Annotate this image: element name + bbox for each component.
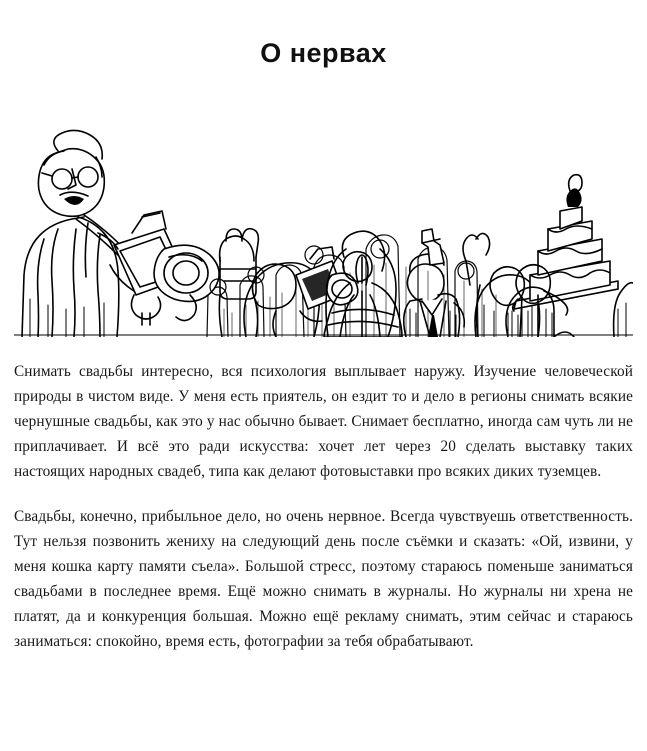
page-title: О нервах xyxy=(260,38,387,68)
paragraph-2: Свадьбы, конечно, прибыльное дело, но очень нервное. Всегда чувствуешь ответственность. Тут нельзя позвонить жениху на следующий день после съёмки и сказать: «Ой, извини, у меня кошка карту памяти съела». Большой стресс, поэтому стараюсь поменьше заниматься свадьбами в последнее время. Ещё можно снимать в журналы. Но журналы ни хрена не платят, да и конкуренция большая. Можно ещё рекламу снимать, этим сейчас и стараюсь заниматься: спокойно, время есть, фотографии за тебя обрабатывают. xyxy=(14,508,633,650)
paragraph-1: Снимать свадьбы интересно, вся психология выплывает наружу. Изучение человеческой природы в чистом виде. У меня есть приятель, он ездит то и дело в регионы снимать всякие чернушные свадьбы, как это у нас обычно бывает. Снимает бесплатно, иногда сам чуть ли не приплачивает. И всё это ради искусства: хочет лет через 20 сделать выставку таких настоящих народных свадеб, типа как делают фотовыставки про всяких диких туземцев. xyxy=(14,363,633,480)
wedding-photographers-crowd-illustration xyxy=(14,99,633,337)
illustration-container xyxy=(0,99,647,337)
article-body xyxy=(0,359,647,654)
